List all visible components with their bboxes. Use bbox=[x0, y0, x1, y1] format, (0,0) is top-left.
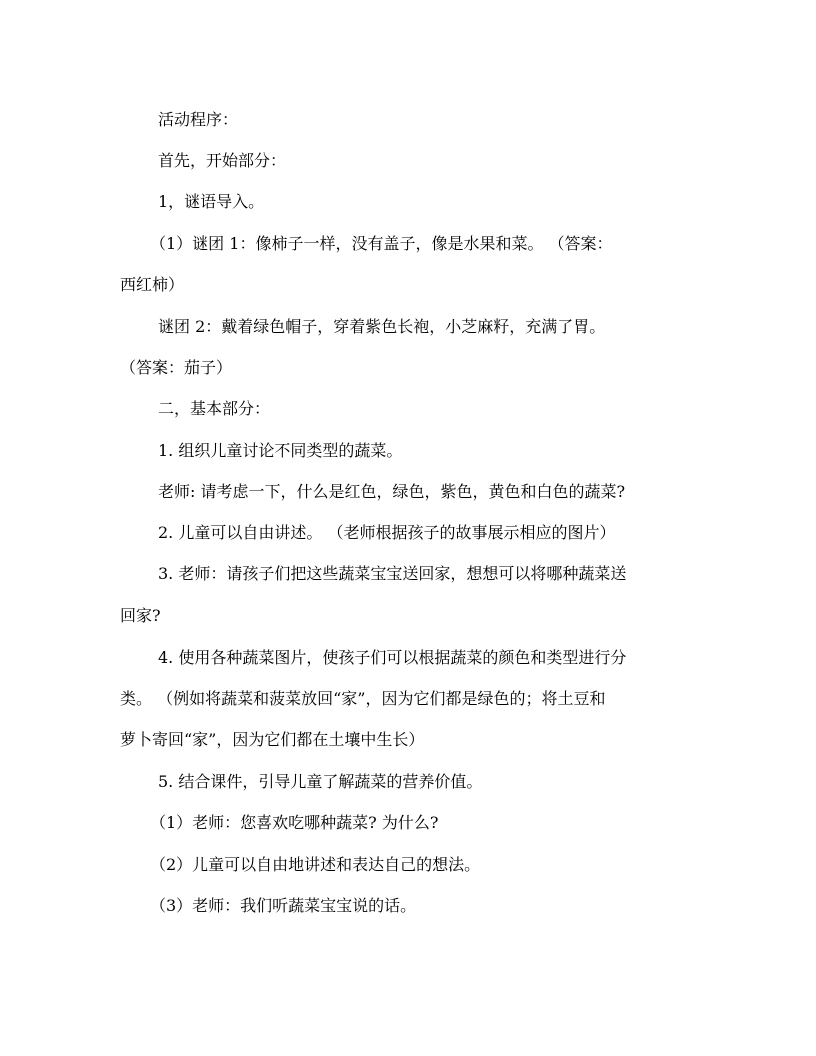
paragraph-line: （1）谜团 1：像柿子一样，没有盖子，像是水果和菜。 （答案： bbox=[150, 234, 613, 253]
section-heading: 活动程序： bbox=[158, 110, 239, 129]
paragraph-line: 谜团 2：戴着绿色帽子，穿着紫色长袍，小芝麻籽，充满了胃。 bbox=[158, 317, 606, 336]
paragraph-line: 首先，开始部分： bbox=[158, 151, 287, 170]
paragraph-line: 类。 （例如将蔬菜和菠菜放回“家”，因为它们都是绿色的；将土豆和 bbox=[120, 689, 606, 708]
paragraph-line: （1）老师：您喜欢吃哪种蔬菜? 为什么? bbox=[150, 813, 439, 832]
paragraph-line: （3）老师：我们听蔬菜宝宝说的话。 bbox=[150, 896, 417, 915]
paragraph-line: （2）儿童可以自由地讲述和表达自己的想法。 bbox=[150, 855, 481, 874]
paragraph-line: 1，谜语导入。 bbox=[158, 192, 265, 211]
paragraph-line: 西红柿） bbox=[120, 275, 185, 294]
paragraph-line: 1. 组织儿童讨论不同类型的蔬菜。 bbox=[158, 441, 403, 460]
paragraph-line: 4. 使用各种蔬菜图片，使孩子们可以根据蔬菜的颜色和类型进行分 bbox=[158, 648, 627, 667]
paragraph-line: 老师: 请考虑一下，什么是红色，绿色，紫色，黄色和白色的蔬菜? bbox=[158, 482, 626, 501]
paragraph-line: 萝卜寄回“家”，因为它们都在土壤中生长） bbox=[120, 730, 425, 749]
paragraph-line: 回家? bbox=[120, 606, 161, 625]
paragraph-line: （答案：茄子） bbox=[120, 358, 233, 377]
paragraph-line: 2. 儿童可以自由讲述。 （老师根据孩子的故事展示相应的图片） bbox=[158, 523, 616, 542]
paragraph-line: 3. 老师：请孩子们把这些蔬菜宝宝送回家，想想可以将哪种蔬菜送 bbox=[158, 564, 627, 583]
section-heading: 二，基本部分： bbox=[158, 399, 271, 418]
paragraph-line: 5. 结合课件，引导儿童了解蔬菜的营养价值。 bbox=[158, 772, 483, 791]
